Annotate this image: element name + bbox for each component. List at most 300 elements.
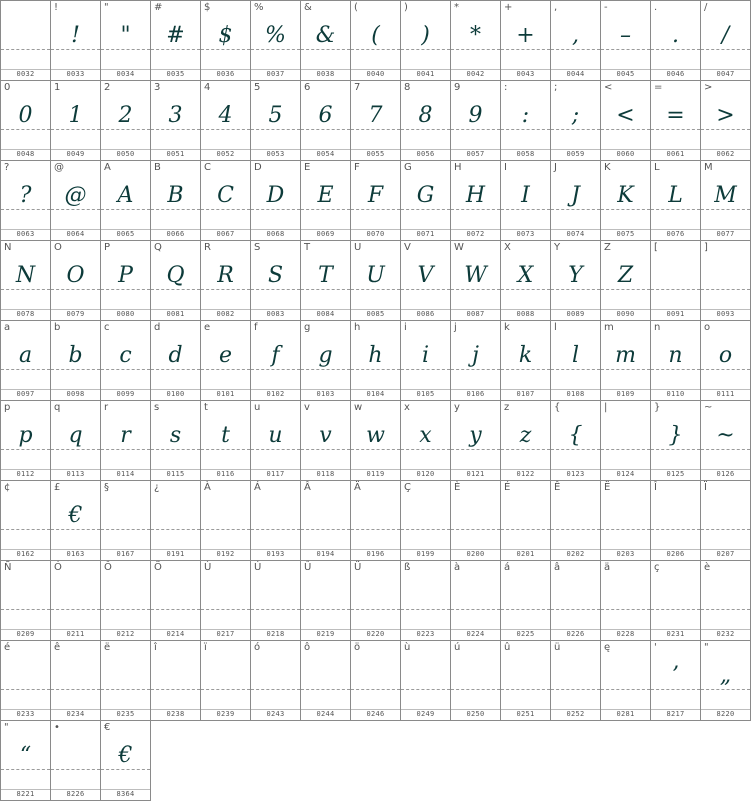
glyph-cell xyxy=(201,641,251,721)
glyph-baseline xyxy=(651,49,700,50)
glyph-codepoint: 0249 xyxy=(416,710,435,718)
glyph-cell xyxy=(151,1,201,81)
glyph-sample: b xyxy=(68,343,83,368)
glyph-baseline xyxy=(451,609,500,610)
glyph-sample: D xyxy=(266,183,285,208)
glyph-cell-label: . xyxy=(654,2,658,13)
glyph-sample xyxy=(601,421,650,451)
glyph-codepoint: 0056 xyxy=(416,150,435,158)
glyph-sample xyxy=(601,501,650,531)
glyph-baseline xyxy=(51,49,100,50)
glyph-sample: M xyxy=(714,183,737,208)
glyph-cell xyxy=(401,241,451,321)
glyph-sample: L xyxy=(668,183,683,208)
glyph-baseline xyxy=(101,769,150,770)
glyph-sample: 7 xyxy=(368,103,383,128)
glyph-cell-label: 6 xyxy=(304,82,311,93)
glyph-baseline xyxy=(351,529,400,530)
glyph-codepoint: 0203 xyxy=(616,550,635,558)
glyph-cell-label: i xyxy=(404,322,407,333)
glyph-cell-label: P xyxy=(104,242,111,253)
glyph-cell-label: ö xyxy=(354,642,361,653)
glyph-cell-label: 5 xyxy=(254,82,261,93)
glyph-baseline xyxy=(151,449,200,450)
glyph-sample: V xyxy=(417,263,434,288)
glyph-sample: : xyxy=(521,103,530,128)
glyph-baseline xyxy=(301,209,350,210)
glyph-codepoint: 0233 xyxy=(16,710,35,718)
glyph-sample xyxy=(51,741,100,771)
glyph-cell-label: d xyxy=(154,322,161,333)
glyph-cell-label: e xyxy=(204,322,211,333)
glyph-cell-label: ~ xyxy=(704,402,713,413)
glyph-sample: N xyxy=(15,263,36,288)
glyph-baseline xyxy=(501,209,550,210)
glyph-codepoint: 0068 xyxy=(266,230,285,238)
glyph-cell-label: @ xyxy=(54,162,64,173)
glyph-cell-label: , xyxy=(554,2,558,13)
glyph-cell xyxy=(101,481,151,561)
glyph-cell xyxy=(151,641,201,721)
glyph-baseline xyxy=(201,369,250,370)
glyph-codepoint: 0223 xyxy=(416,630,435,638)
glyph-cell-label: ? xyxy=(4,162,10,173)
glyph-cell xyxy=(551,161,601,241)
glyph-baseline xyxy=(251,209,300,210)
glyph-cell xyxy=(501,161,551,241)
glyph-cell-label: : xyxy=(504,82,508,93)
glyph-cell xyxy=(251,401,301,481)
glyph-cell-label: Û xyxy=(304,562,312,573)
glyph-codepoint: 0207 xyxy=(716,550,735,558)
glyph-sample: 5 xyxy=(268,103,283,128)
glyph-sample: 2 xyxy=(118,103,133,128)
glyph-baseline xyxy=(1,129,50,130)
glyph-baseline xyxy=(101,209,150,210)
glyph-cell xyxy=(501,1,551,81)
glyph-sample xyxy=(101,661,150,691)
glyph-cell-label: c xyxy=(104,322,110,333)
glyph-codepoint: 0193 xyxy=(266,550,285,558)
glyph-codepoint: 0076 xyxy=(666,230,685,238)
glyph-cell xyxy=(501,241,551,321)
glyph-cell-label: N xyxy=(4,242,12,253)
glyph-codepoint: 0214 xyxy=(166,630,185,638)
glyph-sample: u xyxy=(268,423,283,448)
glyph-sample: Z xyxy=(617,263,634,288)
glyph-baseline xyxy=(651,609,700,610)
glyph-cell xyxy=(101,81,151,161)
glyph-cell xyxy=(351,401,401,481)
glyph-sample xyxy=(351,661,400,691)
glyph-cell xyxy=(501,321,551,401)
glyph-codepoint: 0041 xyxy=(416,70,435,78)
glyph-cell-label: R xyxy=(204,242,211,253)
glyph-cell-label: 8 xyxy=(404,82,411,93)
grid-left-border xyxy=(0,0,1,801)
glyph-codepoint: 0111 xyxy=(716,390,735,398)
glyph-cell xyxy=(451,161,501,241)
glyph-baseline xyxy=(51,289,100,290)
glyph-codepoint: 0206 xyxy=(666,550,685,558)
glyph-baseline xyxy=(401,49,450,50)
glyph-cell-label: • xyxy=(54,722,60,733)
glyph-codepoint: 0124 xyxy=(616,470,635,478)
glyph-sample: ( xyxy=(371,23,380,48)
glyph-sample: d xyxy=(168,343,183,368)
glyph-sample: i xyxy=(421,343,430,368)
glyph-cell xyxy=(351,321,401,401)
glyph-codepoint: 0078 xyxy=(16,310,35,318)
glyph-cell xyxy=(51,241,101,321)
glyph-codepoint: 0194 xyxy=(316,550,335,558)
glyph-codepoint: 0112 xyxy=(16,470,35,478)
glyph-cell xyxy=(201,241,251,321)
glyph-cell-label: U xyxy=(354,242,362,253)
glyph-cell-label: h xyxy=(354,322,361,333)
glyph-codepoint: 0087 xyxy=(466,310,485,318)
glyph-cell-label: Ù xyxy=(204,562,212,573)
glyph-sample: * xyxy=(470,23,481,48)
glyph-cell-label: ï xyxy=(204,642,207,653)
glyph-cell xyxy=(251,561,301,641)
glyph-baseline xyxy=(351,369,400,370)
glyph-baseline xyxy=(601,209,650,210)
glyph-baseline xyxy=(551,289,600,290)
glyph-codepoint: 0212 xyxy=(116,630,135,638)
glyph-sample xyxy=(201,581,250,611)
glyph-sample: e xyxy=(218,343,233,368)
glyph-codepoint: 0244 xyxy=(316,710,335,718)
glyph-baseline xyxy=(351,449,400,450)
glyph-codepoint: 0090 xyxy=(616,310,635,318)
glyph-cell xyxy=(651,401,701,481)
glyph-baseline xyxy=(201,49,250,50)
glyph-sample xyxy=(501,661,550,691)
glyph-codepoint: 0093 xyxy=(716,310,735,318)
glyph-sample: ; xyxy=(571,103,580,128)
glyph-codepoint: 0108 xyxy=(566,390,585,398)
glyph-baseline xyxy=(401,369,450,370)
glyph-cell xyxy=(451,641,501,721)
glyph-codepoint: 0040 xyxy=(366,70,385,78)
glyph-codepoint: 0099 xyxy=(116,390,135,398)
glyph-cell xyxy=(101,1,151,81)
glyph-codepoint: 0116 xyxy=(216,470,235,478)
glyph-cell-label: z xyxy=(504,402,510,413)
glyph-baseline xyxy=(701,49,750,50)
glyph-sample xyxy=(651,501,700,531)
glyph-cell xyxy=(701,321,751,401)
glyph-cell-label: ) xyxy=(404,2,408,13)
glyph-baseline xyxy=(401,529,450,530)
glyph-cell xyxy=(301,641,351,721)
glyph-cell xyxy=(701,81,751,161)
glyph-codepoint: 0113 xyxy=(66,470,85,478)
glyph-cell-label: € xyxy=(104,722,111,733)
glyph-codepoint: 0033 xyxy=(66,70,85,78)
glyph-sample: K xyxy=(617,183,634,208)
glyph-codepoint: 0063 xyxy=(16,230,35,238)
glyph-sample xyxy=(601,661,650,691)
glyph-sample: p xyxy=(18,423,33,448)
glyph-cell xyxy=(701,641,751,721)
glyph-baseline xyxy=(1,209,50,210)
glyph-codepoint: 0110 xyxy=(666,390,685,398)
glyph-sample: – xyxy=(620,23,631,48)
glyph-cell xyxy=(51,161,101,241)
glyph-cell xyxy=(451,561,501,641)
glyph-sample: n xyxy=(668,343,683,368)
glyph-cell-label: { xyxy=(554,402,561,413)
glyph-baseline xyxy=(601,449,650,450)
glyph-cell-label: $ xyxy=(204,2,211,13)
glyph-baseline xyxy=(701,369,750,370)
glyph-cell-label: È xyxy=(454,482,461,493)
glyph-cell-label: A xyxy=(104,162,111,173)
glyph-cell xyxy=(501,81,551,161)
glyph-cell xyxy=(301,401,351,481)
glyph-codepoint: 0069 xyxy=(316,230,335,238)
glyph-codepoint: 0052 xyxy=(216,150,235,158)
glyph-cell xyxy=(451,321,501,401)
glyph-baseline xyxy=(451,689,500,690)
glyph-cell xyxy=(551,321,601,401)
glyph-cell xyxy=(301,161,351,241)
glyph-cell xyxy=(351,481,401,561)
glyph-cell xyxy=(651,641,701,721)
glyph-codepoint: 0251 xyxy=(516,710,535,718)
glyph-cell xyxy=(701,161,751,241)
glyph-sample: v xyxy=(319,423,332,448)
glyph-sample: 4 xyxy=(218,103,233,128)
glyph-sample: B xyxy=(167,183,184,208)
glyph-cell xyxy=(201,561,251,641)
glyph-cell-label: g xyxy=(304,322,311,333)
glyph-baseline xyxy=(1,369,50,370)
glyph-cell-label: ç xyxy=(654,562,660,573)
glyph-cell-label: É xyxy=(504,482,511,493)
glyph-cell-label: Ä xyxy=(354,482,361,493)
glyph-codepoint: 0074 xyxy=(566,230,585,238)
glyph-codepoint: 8221 xyxy=(16,790,35,798)
glyph-cell xyxy=(201,401,251,481)
glyph-cell xyxy=(451,401,501,481)
glyph-codepoint: 0038 xyxy=(316,70,335,78)
glyph-baseline xyxy=(101,529,150,530)
glyph-cell xyxy=(1,561,51,641)
glyph-codepoint: 0126 xyxy=(716,470,735,478)
glyph-cell xyxy=(601,481,651,561)
glyph-codepoint: 0072 xyxy=(466,230,485,238)
glyph-baseline xyxy=(551,609,600,610)
glyph-cell-label: ê xyxy=(54,642,61,653)
glyph-baseline xyxy=(251,449,300,450)
glyph-baseline xyxy=(51,769,100,770)
glyph-baseline xyxy=(251,369,300,370)
glyph-cell xyxy=(501,561,551,641)
glyph-cell-label: # xyxy=(154,2,163,13)
glyph-codepoint: 0123 xyxy=(566,470,585,478)
glyph-baseline xyxy=(251,529,300,530)
glyph-cell-label: K xyxy=(604,162,611,173)
glyph-cell xyxy=(51,481,101,561)
glyph-cell xyxy=(601,161,651,241)
glyph-sample xyxy=(101,581,150,611)
glyph-baseline xyxy=(1,49,50,50)
glyph-cell-label: â xyxy=(554,562,561,573)
glyph-codepoint: 8364 xyxy=(116,790,135,798)
glyph-cell xyxy=(401,1,451,81)
glyph-cell-label: X xyxy=(504,242,511,253)
glyph-cell-label: 2 xyxy=(104,82,111,93)
glyph-cell xyxy=(351,161,401,241)
glyph-cell xyxy=(51,321,101,401)
glyph-cell xyxy=(701,1,751,81)
glyph-codepoint: 0061 xyxy=(666,150,685,158)
glyph-cell-label: ë xyxy=(104,642,111,653)
glyph-codepoint: 0032 xyxy=(16,70,35,78)
glyph-sample: ) xyxy=(421,23,430,48)
glyph-baseline xyxy=(451,449,500,450)
glyph-codepoint: 0098 xyxy=(66,390,85,398)
glyph-sample xyxy=(351,581,400,611)
glyph-baseline xyxy=(151,689,200,690)
glyph-sample xyxy=(551,501,600,531)
glyph-codepoint: 0122 xyxy=(516,470,535,478)
glyph-baseline xyxy=(201,609,250,610)
glyph-sample xyxy=(251,501,300,531)
glyph-sample xyxy=(301,501,350,531)
glyph-codepoint: 0051 xyxy=(166,150,185,158)
glyph-cell-label: ] xyxy=(704,242,708,253)
glyph-baseline xyxy=(1,609,50,610)
glyph-codepoint: 0101 xyxy=(216,390,235,398)
glyph-cell xyxy=(251,241,301,321)
glyph-cell xyxy=(151,481,201,561)
glyph-cell-label: Z xyxy=(604,242,611,253)
glyph-baseline xyxy=(701,209,750,210)
glyph-cell xyxy=(651,241,701,321)
glyph-cell xyxy=(601,1,651,81)
glyph-baseline xyxy=(151,609,200,610)
glyph-cell xyxy=(351,81,401,161)
glyph-baseline xyxy=(1,289,50,290)
glyph-cell-label: Ó xyxy=(54,562,62,573)
glyph-sample: } xyxy=(668,423,683,448)
glyph-baseline xyxy=(201,529,250,530)
glyph-baseline xyxy=(551,49,600,50)
glyph-codepoint: 0200 xyxy=(466,550,485,558)
glyph-codepoint: 0066 xyxy=(166,230,185,238)
glyph-codepoint: 8226 xyxy=(66,790,85,798)
glyph-baseline xyxy=(301,289,350,290)
glyph-cell-label: | xyxy=(604,402,608,413)
glyph-codepoint: 0091 xyxy=(666,310,685,318)
glyph-cell-label: S xyxy=(254,242,261,253)
glyph-cell xyxy=(251,161,301,241)
glyph-sample: S xyxy=(267,263,284,288)
glyph-codepoint: 0100 xyxy=(166,390,185,398)
glyph-baseline xyxy=(251,689,300,690)
glyph-cell-label: T xyxy=(304,242,311,253)
glyph-cell xyxy=(551,401,601,481)
glyph-codepoint: 0080 xyxy=(116,310,135,318)
glyph-cell-label: ę xyxy=(604,642,611,653)
glyph-sample xyxy=(551,661,600,691)
glyph-cell-label: J xyxy=(554,162,557,173)
glyph-codepoint: 0043 xyxy=(516,70,535,78)
glyph-sample: ? xyxy=(19,183,32,208)
glyph-codepoint: 0238 xyxy=(166,710,185,718)
glyph-codepoint: 8217 xyxy=(666,710,685,718)
glyph-sample: t xyxy=(221,423,230,448)
glyph-cell-label: ü xyxy=(554,642,561,653)
glyph-baseline xyxy=(301,689,350,690)
glyph-cell xyxy=(701,241,751,321)
glyph-cell xyxy=(101,241,151,321)
glyph-sample: C xyxy=(217,183,234,208)
glyph-codepoint: 0191 xyxy=(166,550,185,558)
glyph-cell-label: ; xyxy=(554,82,558,93)
glyph-sample xyxy=(701,581,750,611)
glyph-cell xyxy=(251,481,301,561)
glyph-baseline xyxy=(501,289,550,290)
glyph-codepoint: 0060 xyxy=(616,150,635,158)
glyph-codepoint: 0086 xyxy=(416,310,435,318)
glyph-cell-label: Ñ xyxy=(4,562,12,573)
glyph-cell xyxy=(51,561,101,641)
glyph-baseline xyxy=(351,289,400,290)
glyph-sample: 8 xyxy=(418,103,433,128)
glyph-cell xyxy=(101,321,151,401)
glyph-cell xyxy=(101,561,151,641)
glyph-cell-label: Q xyxy=(154,242,162,253)
glyph-baseline xyxy=(251,609,300,610)
glyph-cell xyxy=(351,641,401,721)
glyph-cell xyxy=(301,81,351,161)
glyph-cell-label: b xyxy=(54,322,61,333)
glyph-sample: " xyxy=(120,23,131,48)
glyph-cell-label: î xyxy=(154,642,157,653)
glyph-sample: 3 xyxy=(168,103,183,128)
glyph-baseline xyxy=(651,369,700,370)
glyph-codepoint: 0071 xyxy=(416,230,435,238)
glyph-baseline xyxy=(551,529,600,530)
glyph-baseline xyxy=(401,609,450,610)
glyph-cell xyxy=(601,641,651,721)
glyph-cell xyxy=(251,81,301,161)
glyph-cell xyxy=(1,401,51,481)
glyph-sample: s xyxy=(169,423,182,448)
glyph-cell xyxy=(201,481,251,561)
glyph-baseline xyxy=(501,369,550,370)
glyph-sample xyxy=(1,661,50,691)
glyph-codepoint: 0231 xyxy=(666,630,685,638)
glyph-baseline xyxy=(501,609,550,610)
glyph-codepoint: 0211 xyxy=(66,630,85,638)
glyph-sample xyxy=(451,661,500,691)
glyph-cell-label: 0 xyxy=(4,82,11,93)
glyph-cell xyxy=(651,481,701,561)
glyph-codepoint: 0232 xyxy=(716,630,735,638)
glyph-cell-label: p xyxy=(4,402,11,413)
glyph-cell-label: Ç xyxy=(404,482,411,493)
glyph-codepoint: 0097 xyxy=(16,390,35,398)
glyph-baseline xyxy=(201,689,250,690)
glyph-codepoint: 0048 xyxy=(16,150,35,158)
glyph-codepoint: 0114 xyxy=(116,470,135,478)
